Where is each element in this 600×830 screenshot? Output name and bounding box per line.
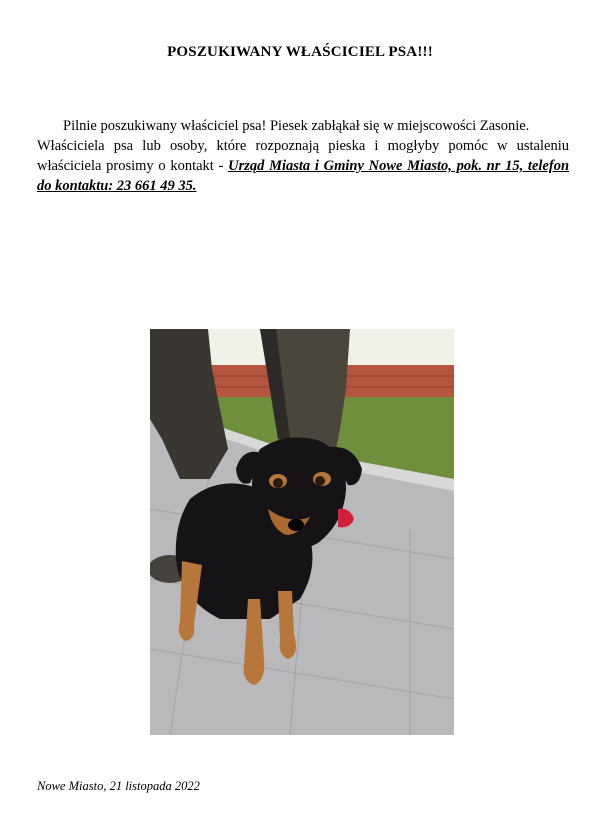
notice-paragraph-2-intro: Właściciela psa lub osoby, które rozpoznają pieska i mogłyby pomóc w ustaleniu właściciela prosimy o kontakt -: [37, 138, 569, 174]
notice-paragraph-1: Pilnie poszukiwany właściciel psa! Piesek zabłąkał się w miejscowości Zasonie.: [63, 118, 530, 134]
notice-paragraph-2: [37, 136, 569, 196]
contact-info: Urząd Miasta i Gminy Nowe Miasto, pok. nr 15, telefon do kontaktu: 23 661 49 35.: [37, 158, 570, 194]
dog-eye-right: [315, 476, 325, 486]
dog-eye-left: [273, 478, 283, 488]
notice-body: [37, 116, 569, 196]
dog-nose: [288, 519, 304, 531]
dog-photo: [150, 329, 454, 735]
footer-date: Nowe Miasto, 21 listopada 2022: [37, 779, 200, 793]
page-title: POSZUKIWANY WŁAŚCICIEL PSA!!!: [167, 44, 433, 60]
